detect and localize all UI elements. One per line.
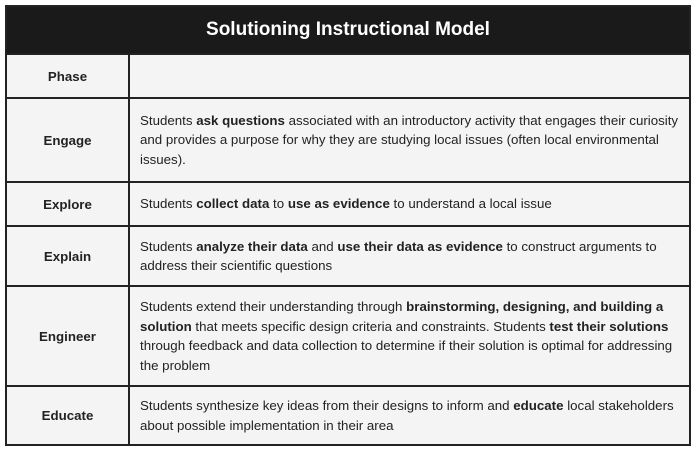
description-text: Students	[140, 112, 197, 128]
description-text: Students synthesize key ideas from their designs to inform and	[140, 398, 514, 413]
description-explain	[129, 226, 689, 286]
emphasis-text: collect data	[196, 196, 270, 212]
phase-explain: Explain	[7, 226, 129, 286]
description-text: Students	[140, 196, 197, 212]
emphasis-text: ask questions	[196, 112, 285, 128]
description-text: and	[307, 238, 338, 254]
phase-engineer: Engineer	[7, 286, 129, 386]
phase-header: Phase	[7, 55, 129, 98]
description-text: associated with an introductory activity that engages their curiosity and provides a purpose for why they are studying local issues (often local environmental issues).	[140, 112, 679, 167]
emphasis-text: brainstorming, designing, and building a solution	[140, 299, 664, 334]
emphasis-text: test their solutions	[549, 318, 669, 334]
description-text: to understand a local issue	[389, 196, 552, 212]
description-explore	[129, 182, 689, 226]
description-engineer	[129, 286, 689, 386]
phase-engage: Engage	[7, 98, 129, 182]
emphasis-text: use their data as evidence	[337, 238, 503, 254]
phase-table	[7, 55, 689, 444]
description-text: Students	[140, 238, 197, 254]
description-text: local stakeholders about possible implementation in their area	[140, 398, 674, 433]
emphasis-text: analyze their data	[196, 238, 308, 254]
description-engage	[129, 98, 689, 182]
table-row	[7, 386, 689, 444]
description-text: through feedback and data collection to determine if their solution is optimal for addressing the problem	[140, 338, 673, 373]
header-row	[7, 55, 689, 98]
description-text: that meets specific design criteria and constraints. Students	[191, 318, 550, 334]
table-row	[7, 286, 689, 386]
table-row	[7, 182, 689, 226]
description-text: Students extend their understanding through	[140, 299, 407, 314]
table-row	[7, 226, 689, 286]
description-educate	[129, 386, 689, 444]
description-text: to	[269, 196, 288, 212]
description-text: to construct arguments to address their scientific questions	[140, 238, 657, 273]
emphasis-text: use as evidence	[287, 196, 390, 212]
emphasis-text: educate	[513, 398, 564, 413]
table-title: Solutioning Instructional Model	[7, 7, 689, 55]
table-row	[7, 98, 689, 182]
model-table-container	[5, 5, 691, 446]
phase-educate: Educate	[7, 386, 129, 444]
phase-explore: Explore	[7, 182, 129, 226]
description-header	[129, 55, 689, 98]
